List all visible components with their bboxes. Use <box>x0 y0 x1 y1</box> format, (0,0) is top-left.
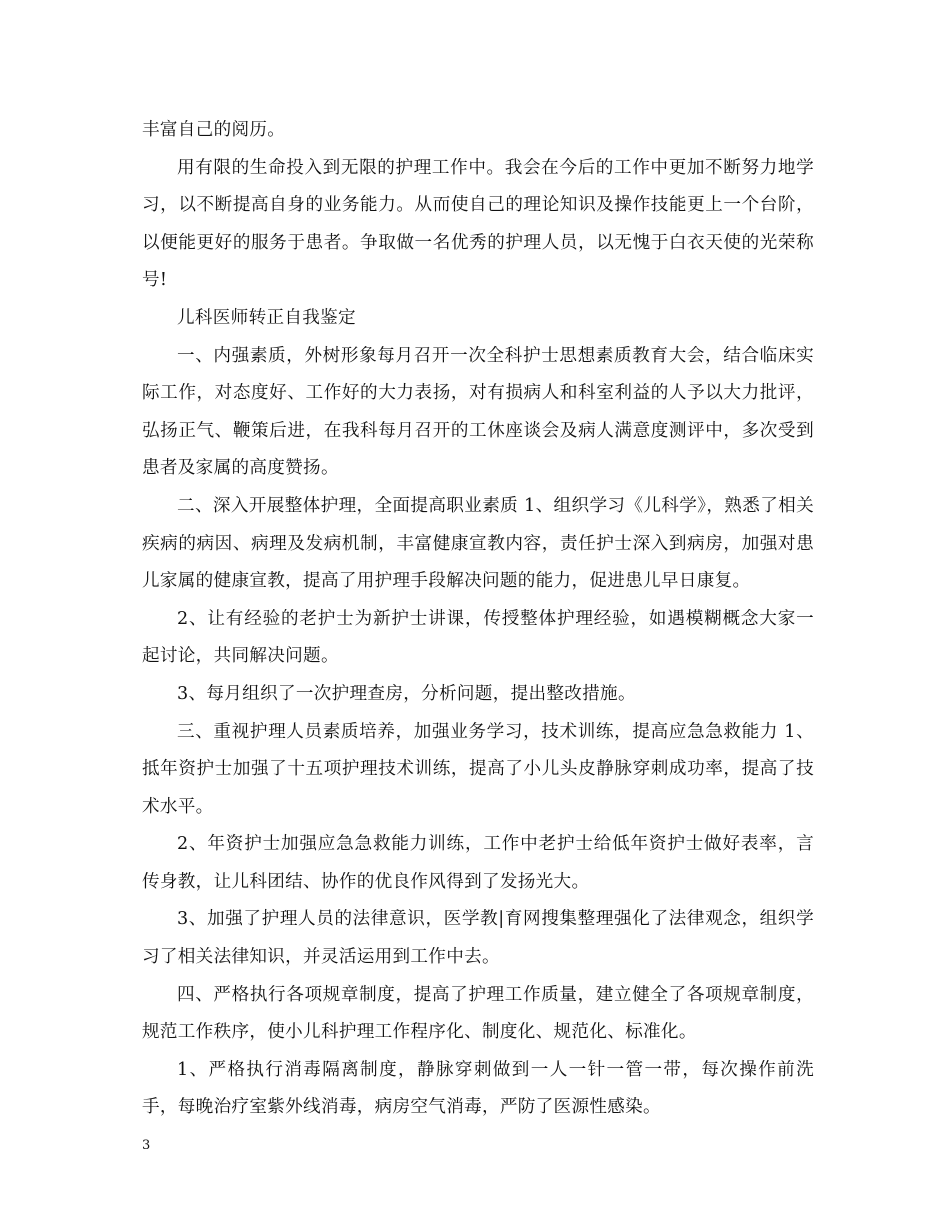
paragraph-5: 2、让有经验的老护士为新护士讲课，传授整体护理经验，如遇模糊概念大家一起讨论，共同解决问题。 <box>142 608 814 667</box>
paragraph-1: 丰富自己的阅历。 <box>142 120 286 140</box>
paragraph-2: 用有限的生命投入到无限的护理工作中。我会在今后的工作中更加不断努力地学习，以不断提高自身的业务能力。从而使自己的理论知识及操作技能更上一个台阶，以便能更好的服务于患者。争取做一名优秀的护理人员，以无愧于白衣天使的光荣称号! <box>142 157 814 291</box>
page-number: 3 <box>142 1138 151 1153</box>
paragraph-4: 二、深入开展整体护理，全面提高职业素质 1、组织学习《儿科学》，熟悉了相关疾病的病因、病理及发病机制，丰富健康宣教内容，责任护士深入到病房，加强对患儿家属的健康宣教，提高了用护理手段解决问题的能力，促进患儿早日康复。 <box>142 495 814 592</box>
paragraph-8: 2、年资护士加强应急急救能力训练，工作中老护士给低年资护士做好表率，言传身教，让儿科团结、协作的优良作风得到了发扬光大。 <box>142 834 814 892</box>
section-heading: 儿科医师转正自我鉴定 <box>177 307 356 328</box>
document-body <box>142 112 814 1127</box>
paragraph-9: 3、加强了护理人员的法律意识，医学教|育网搜集整理强化了法律观念，组织学习了相关法律知识，并灵活运用到工作中去。 <box>142 909 814 968</box>
paragraph-11: 1、严格执行消毒隔离制度，静脉穿刺做到一人一针一管一带，每次操作前洗手，每晚治疗室紫外线消毒，病房空气消毒，严防了医源性感染。 <box>142 1059 814 1118</box>
paragraph-10: 四、严格执行各项规章制度，提高了护理工作质量，建立健全了各项规章制度，规范工作秩序，使小儿科护理工作程序化、制度化、规范化、标准化。 <box>142 984 814 1043</box>
paragraph-7: 三、重视护理人员素质培养，加强业务学习，技术训练，提高应急急救能力 1、抵年资护士加强了十五项护理技术训练，提高了小儿头皮静脉穿刺成功率，提高了技术水平。 <box>142 721 814 817</box>
paragraph-3: 一、内强素质，外树形象每月召开一次全科护士思想素质教育大会，结合临床实际工作，对态度好、工作好的大力表扬，对有损病人和科室利益的人予以大力批评，弘扬正气、鞭策后进，在我科每月召开的工休座谈会及病人满意度测评中，多次受到患者及家属的高度赞扬。 <box>142 345 814 479</box>
paragraph-6: 3、每月组织了一次护理查房，分析问题，提出整改措施。 <box>177 683 636 704</box>
